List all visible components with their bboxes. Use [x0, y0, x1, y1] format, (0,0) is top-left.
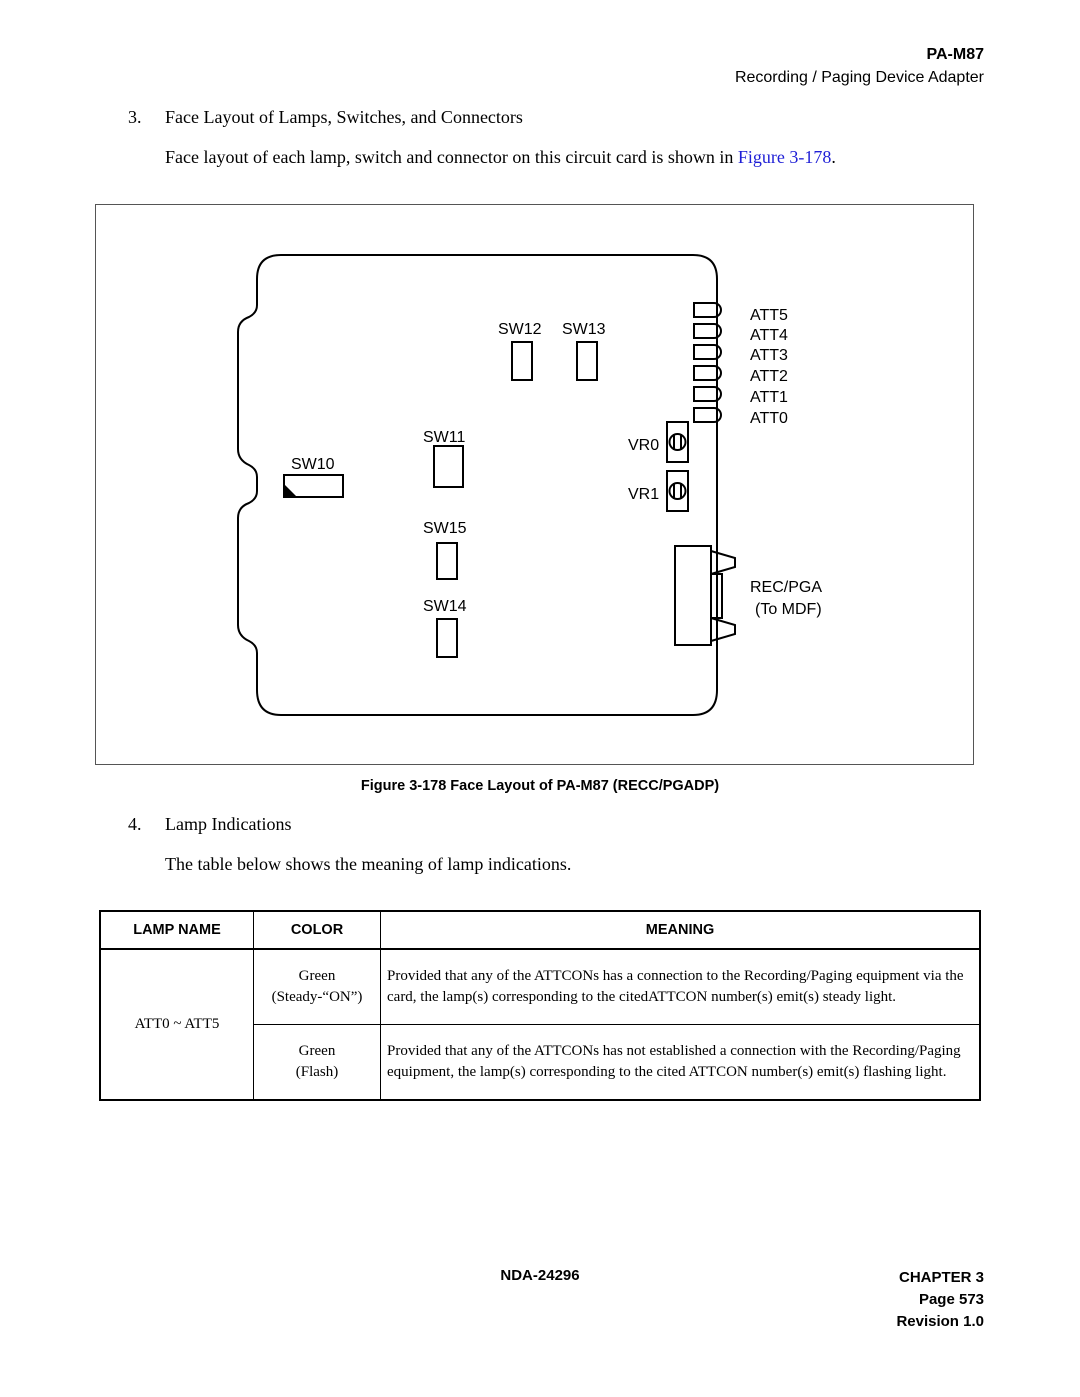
- header-title: PA-M87: [926, 46, 984, 63]
- footer-revision: Revision 1.0: [896, 1313, 984, 1330]
- header-meaning: MEANING: [381, 911, 981, 949]
- card-outline: [238, 255, 717, 715]
- color-line: (Flash): [295, 1064, 339, 1080]
- intro-text: Face layout of each lamp, switch and connector on this circuit card is shown in: [165, 147, 738, 167]
- color-line: (Steady-“ON”): [271, 989, 363, 1005]
- sw12-label: SW12: [498, 321, 542, 338]
- figure-caption: Figure 3-178 Face Layout of PA-M87 (RECC/PGADP): [360, 778, 720, 794]
- sw12-switch: [512, 342, 532, 380]
- footer-page: Page 573: [918, 1291, 984, 1308]
- lamp-indication-table: [99, 910, 981, 1101]
- vr1-knob: [670, 483, 686, 499]
- vr1-label: VR1: [628, 486, 660, 503]
- color-cell: [254, 1025, 381, 1101]
- section-number: 4.: [128, 814, 142, 834]
- header-subtitle: Recording / Paging Device Adapter: [734, 69, 984, 86]
- color-line: Green: [298, 968, 336, 984]
- figure-frame: [95, 204, 974, 765]
- footer-page-info: [896, 1267, 984, 1333]
- sw13-switch: [577, 342, 597, 380]
- connector-latch: [711, 551, 735, 641]
- rec-pga-label: REC/PGA: [750, 579, 823, 596]
- to-mdf-label: (To MDF): [755, 601, 822, 618]
- section-4-text: The table below shows the meaning of lamp indications.: [165, 854, 572, 874]
- intro-end: .: [831, 147, 836, 167]
- color-cell: [254, 949, 381, 1025]
- table-row: [100, 949, 980, 1025]
- footer-doc-number: NDA-24296: [500, 1267, 580, 1284]
- face-layout-diagram: [96, 205, 975, 766]
- att1-label: ATT1: [750, 389, 788, 406]
- att0-label: ATT0: [750, 410, 788, 427]
- vr0-knob: [670, 434, 686, 450]
- section-number: 3.: [128, 107, 142, 127]
- header-color: COLOR: [254, 911, 381, 949]
- section-3-heading: [128, 107, 523, 128]
- att3-label: ATT3: [750, 347, 788, 364]
- section-title: Lamp Indications: [165, 814, 292, 834]
- sw10-label: SW10: [291, 456, 335, 473]
- meaning-cell: Provided that any of the ATTCONs has not established a connection with the Recording/Paging equipment, the lamp(s) corresponding to the cited ATTCON number(s) emit(s) flashing light.: [381, 1025, 981, 1101]
- footer-chapter: CHAPTER 3: [898, 1269, 984, 1286]
- section-4-heading: [128, 814, 291, 835]
- vr0-label: VR0: [628, 437, 660, 454]
- sw15-label: SW15: [423, 520, 467, 537]
- sw15-switch: [437, 543, 457, 579]
- header-lamp-name: LAMP NAME: [100, 911, 254, 949]
- att2-label: ATT2: [750, 368, 788, 385]
- figure-link[interactable]: Figure 3-178: [737, 147, 832, 167]
- table-header-row: [100, 911, 980, 949]
- sw11-switch: [434, 446, 463, 487]
- sw11-label: SW11: [423, 429, 466, 446]
- sw13-label: SW13: [562, 321, 606, 338]
- sw14-switch: [437, 619, 457, 657]
- att4-label: ATT4: [750, 327, 788, 344]
- color-line: Green: [298, 1043, 336, 1059]
- att5-label: ATT5: [750, 307, 788, 324]
- rec-pga-connector: [675, 546, 711, 645]
- section-3-text: [165, 147, 836, 168]
- sw10-marker: [285, 485, 296, 496]
- section-title: Face Layout of Lamps, Switches, and Connectors: [165, 107, 523, 127]
- sw14-label: SW14: [423, 598, 467, 615]
- meaning-cell: Provided that any of the ATTCONs has a connection to the Recording/Paging equipment via the card, the lamp(s) corresponding to the citedATTCON number(s) emit(s) steady light.: [381, 949, 981, 1025]
- lamp-name-cell: ATT0 ~ ATT5: [100, 949, 254, 1100]
